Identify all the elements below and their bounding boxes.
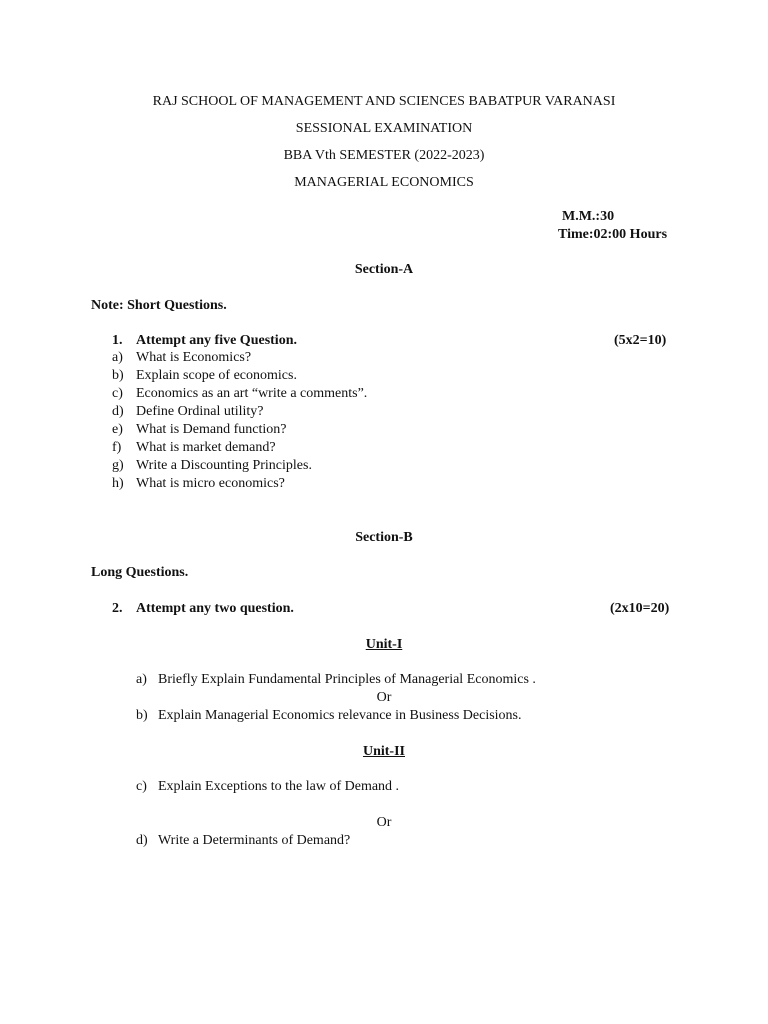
unit-2-title: Unit-II [362, 744, 405, 759]
item-text: Briefly Explain Fundamental Principles of Managerial Economics . [158, 672, 536, 687]
item-text: What is Demand function? [136, 422, 287, 437]
question-1-marks: (5x2=10) [614, 333, 667, 348]
item-letter: c) [112, 386, 123, 401]
item-text: Write a Determinants of Demand? [158, 833, 351, 848]
unit-1-title: Unit-I [365, 637, 403, 652]
item-letter: d) [112, 404, 124, 419]
item-letter: a) [112, 350, 123, 365]
section-b-note: Long Questions. [91, 565, 189, 580]
question-1-instruction: Attempt any five Question. [136, 333, 297, 348]
exam-title: SESSIONAL EXAMINATION [295, 121, 473, 136]
item-letter: e) [112, 422, 123, 437]
question-2-number: 2. [112, 601, 123, 616]
subject-title: MANAGERIAL ECONOMICS [294, 175, 474, 190]
max-marks: M.M.:30 [562, 209, 615, 224]
section-a-title: Section-A [354, 262, 414, 277]
item-text: What is market demand? [136, 440, 276, 455]
item-text: Explain Managerial Economics relevance in Business Decisions. [158, 708, 522, 723]
section-a-note: Note: Short Questions. [91, 298, 227, 313]
item-text: Define Ordinal utility? [136, 404, 264, 419]
item-text: What is micro economics? [136, 476, 285, 491]
question-1-number: 1. [112, 333, 123, 348]
semester-title: BBA Vth SEMESTER (2022-2023) [283, 148, 485, 163]
school-name: RAJ SCHOOL OF MANAGEMENT AND SCIENCES BABATPUR VARANASI [152, 94, 616, 109]
item-letter: c) [136, 779, 147, 794]
section-b-title: Section-B [355, 530, 413, 545]
item-letter: a) [136, 672, 147, 687]
item-text: Explain Exceptions to the law of Demand . [158, 779, 400, 794]
item-letter: f) [112, 440, 122, 455]
item-letter: g) [112, 458, 124, 473]
or-separator: Or [376, 815, 392, 830]
exam-duration: Time:02:00 Hours [558, 227, 668, 242]
or-separator: Or [376, 690, 392, 705]
item-letter: b) [112, 368, 124, 383]
item-letter: b) [136, 708, 148, 723]
question-2-instruction: Attempt any two question. [136, 601, 294, 616]
item-letter: h) [112, 476, 124, 491]
item-text: Explain scope of economics. [136, 368, 297, 383]
item-text: What is Economics? [136, 350, 252, 365]
item-text: Economics as an art “write a comments”. [136, 386, 368, 401]
item-text: Write a Discounting Principles. [136, 458, 312, 473]
item-letter: d) [136, 833, 148, 848]
question-2-marks: (2x10=20) [610, 601, 670, 616]
